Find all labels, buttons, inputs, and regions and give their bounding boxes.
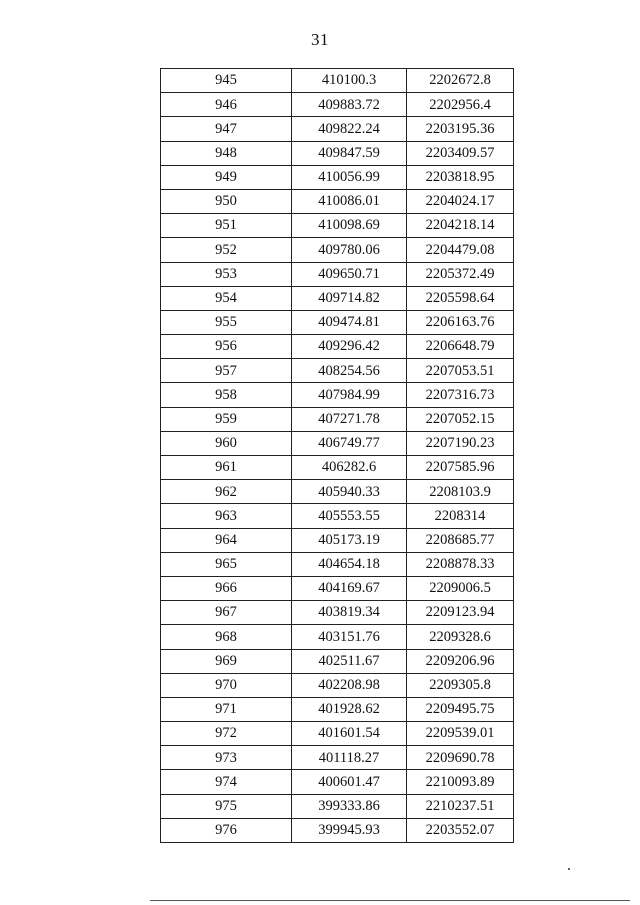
- y-coordinate-cell: 2206648.79: [407, 335, 514, 359]
- x-coordinate-cell: 405553.55: [292, 504, 407, 528]
- y-coordinate-cell: 2203409.57: [407, 141, 514, 165]
- scan-speck: [568, 868, 570, 870]
- x-coordinate-cell: 409883.72: [292, 93, 407, 117]
- point-number-cell: 974: [161, 770, 292, 794]
- y-coordinate-cell: 2209495.75: [407, 697, 514, 721]
- point-number-cell: 949: [161, 165, 292, 189]
- y-coordinate-cell: 2207316.73: [407, 383, 514, 407]
- table-row: [161, 770, 514, 794]
- x-coordinate-cell: 409822.24: [292, 117, 407, 141]
- y-coordinate-cell: 2204479.08: [407, 238, 514, 262]
- y-coordinate-cell: 2203552.07: [407, 818, 514, 842]
- y-coordinate-cell: 2208685.77: [407, 528, 514, 552]
- point-number-cell: 958: [161, 383, 292, 407]
- y-coordinate-cell: 2206163.76: [407, 310, 514, 334]
- table-row: [161, 262, 514, 286]
- table-row: [161, 818, 514, 842]
- x-coordinate-cell: 406282.6: [292, 456, 407, 480]
- y-coordinate-cell: 2209690.78: [407, 746, 514, 770]
- table-row: [161, 214, 514, 238]
- y-coordinate-cell: 2207585.96: [407, 456, 514, 480]
- table-row: [161, 286, 514, 310]
- x-coordinate-cell: 410056.99: [292, 165, 407, 189]
- point-number-cell: 975: [161, 794, 292, 818]
- y-coordinate-cell: 2203818.95: [407, 165, 514, 189]
- x-coordinate-cell: 409780.06: [292, 238, 407, 262]
- point-number-cell: 961: [161, 456, 292, 480]
- x-coordinate-cell: 405173.19: [292, 528, 407, 552]
- x-coordinate-cell: 410100.3: [292, 69, 407, 93]
- point-number-cell: 964: [161, 528, 292, 552]
- point-number-cell: 963: [161, 504, 292, 528]
- y-coordinate-cell: 2209539.01: [407, 722, 514, 746]
- x-coordinate-cell: 410098.69: [292, 214, 407, 238]
- point-number-cell: 967: [161, 601, 292, 625]
- x-coordinate-cell: 408254.56: [292, 359, 407, 383]
- x-coordinate-cell: 409847.59: [292, 141, 407, 165]
- point-number-cell: 947: [161, 117, 292, 141]
- y-coordinate-cell: 2208878.33: [407, 552, 514, 576]
- table-row: [161, 165, 514, 189]
- table-row: [161, 552, 514, 576]
- table-row: [161, 238, 514, 262]
- point-number-cell: 952: [161, 238, 292, 262]
- point-number-cell: 954: [161, 286, 292, 310]
- table-row: [161, 407, 514, 431]
- table-row: [161, 625, 514, 649]
- x-coordinate-cell: 402511.67: [292, 649, 407, 673]
- table-row: [161, 335, 514, 359]
- x-coordinate-cell: 409474.81: [292, 310, 407, 334]
- table-row: [161, 673, 514, 697]
- coordinates-table: [160, 68, 514, 843]
- point-number-cell: 945: [161, 69, 292, 93]
- y-coordinate-cell: 2205598.64: [407, 286, 514, 310]
- x-coordinate-cell: 409714.82: [292, 286, 407, 310]
- y-coordinate-cell: 2204024.17: [407, 189, 514, 213]
- point-number-cell: 953: [161, 262, 292, 286]
- table-row: [161, 649, 514, 673]
- table-row: [161, 456, 514, 480]
- point-number-cell: 960: [161, 431, 292, 455]
- y-coordinate-cell: 2209123.94: [407, 601, 514, 625]
- x-coordinate-cell: 402208.98: [292, 673, 407, 697]
- x-coordinate-cell: 409296.42: [292, 335, 407, 359]
- table-row: [161, 93, 514, 117]
- y-coordinate-cell: 2209206.96: [407, 649, 514, 673]
- x-coordinate-cell: 400601.47: [292, 770, 407, 794]
- point-number-cell: 969: [161, 649, 292, 673]
- y-coordinate-cell: 2208103.9: [407, 480, 514, 504]
- table-row: [161, 141, 514, 165]
- table-row: [161, 576, 514, 600]
- point-number-cell: 968: [161, 625, 292, 649]
- table-row: [161, 480, 514, 504]
- point-number-cell: 946: [161, 93, 292, 117]
- x-coordinate-cell: 407271.78: [292, 407, 407, 431]
- y-coordinate-cell: 2209305.8: [407, 673, 514, 697]
- x-coordinate-cell: 403819.34: [292, 601, 407, 625]
- y-coordinate-cell: 2209006.5: [407, 576, 514, 600]
- x-coordinate-cell: 405940.33: [292, 480, 407, 504]
- x-coordinate-cell: 399333.86: [292, 794, 407, 818]
- point-number-cell: 959: [161, 407, 292, 431]
- point-number-cell: 972: [161, 722, 292, 746]
- table-row: [161, 697, 514, 721]
- point-number-cell: 951: [161, 214, 292, 238]
- y-coordinate-cell: 2209328.6: [407, 625, 514, 649]
- y-coordinate-cell: 2210237.51: [407, 794, 514, 818]
- x-coordinate-cell: 401601.54: [292, 722, 407, 746]
- x-coordinate-cell: 410086.01: [292, 189, 407, 213]
- table-row: [161, 794, 514, 818]
- point-number-cell: 965: [161, 552, 292, 576]
- coordinates-table-body: [161, 69, 514, 843]
- x-coordinate-cell: 401928.62: [292, 697, 407, 721]
- point-number-cell: 955: [161, 310, 292, 334]
- point-number-cell: 973: [161, 746, 292, 770]
- x-coordinate-cell: 409650.71: [292, 262, 407, 286]
- y-coordinate-cell: 2207190.23: [407, 431, 514, 455]
- table-row: [161, 69, 514, 93]
- x-coordinate-cell: 404654.18: [292, 552, 407, 576]
- point-number-cell: 956: [161, 335, 292, 359]
- table-row: [161, 601, 514, 625]
- point-number-cell: 970: [161, 673, 292, 697]
- point-number-cell: 971: [161, 697, 292, 721]
- y-coordinate-cell: 2210093.89: [407, 770, 514, 794]
- point-number-cell: 957: [161, 359, 292, 383]
- table-row: [161, 746, 514, 770]
- y-coordinate-cell: 2205372.49: [407, 262, 514, 286]
- x-coordinate-cell: 406749.77: [292, 431, 407, 455]
- y-coordinate-cell: 2203195.36: [407, 117, 514, 141]
- coordinates-table-container: [160, 68, 512, 843]
- point-number-cell: 976: [161, 818, 292, 842]
- x-coordinate-cell: 404169.67: [292, 576, 407, 600]
- table-row: [161, 504, 514, 528]
- x-coordinate-cell: 401118.27: [292, 746, 407, 770]
- x-coordinate-cell: 403151.76: [292, 625, 407, 649]
- point-number-cell: 966: [161, 576, 292, 600]
- table-row: [161, 722, 514, 746]
- table-row: [161, 189, 514, 213]
- y-coordinate-cell: 2202956.4: [407, 93, 514, 117]
- table-row: [161, 359, 514, 383]
- table-row: [161, 528, 514, 552]
- table-row: [161, 310, 514, 334]
- table-row: [161, 431, 514, 455]
- page-number: 31: [311, 30, 329, 49]
- bottom-rule: [150, 900, 630, 901]
- point-number-cell: 962: [161, 480, 292, 504]
- x-coordinate-cell: 407984.99: [292, 383, 407, 407]
- point-number-cell: 950: [161, 189, 292, 213]
- y-coordinate-cell: 2207053.51: [407, 359, 514, 383]
- y-coordinate-cell: 2208314: [407, 504, 514, 528]
- y-coordinate-cell: 2207052.15: [407, 407, 514, 431]
- point-number-cell: 948: [161, 141, 292, 165]
- y-coordinate-cell: 2202672.8: [407, 69, 514, 93]
- table-row: [161, 117, 514, 141]
- y-coordinate-cell: 2204218.14: [407, 214, 514, 238]
- table-row: [161, 383, 514, 407]
- x-coordinate-cell: 399945.93: [292, 818, 407, 842]
